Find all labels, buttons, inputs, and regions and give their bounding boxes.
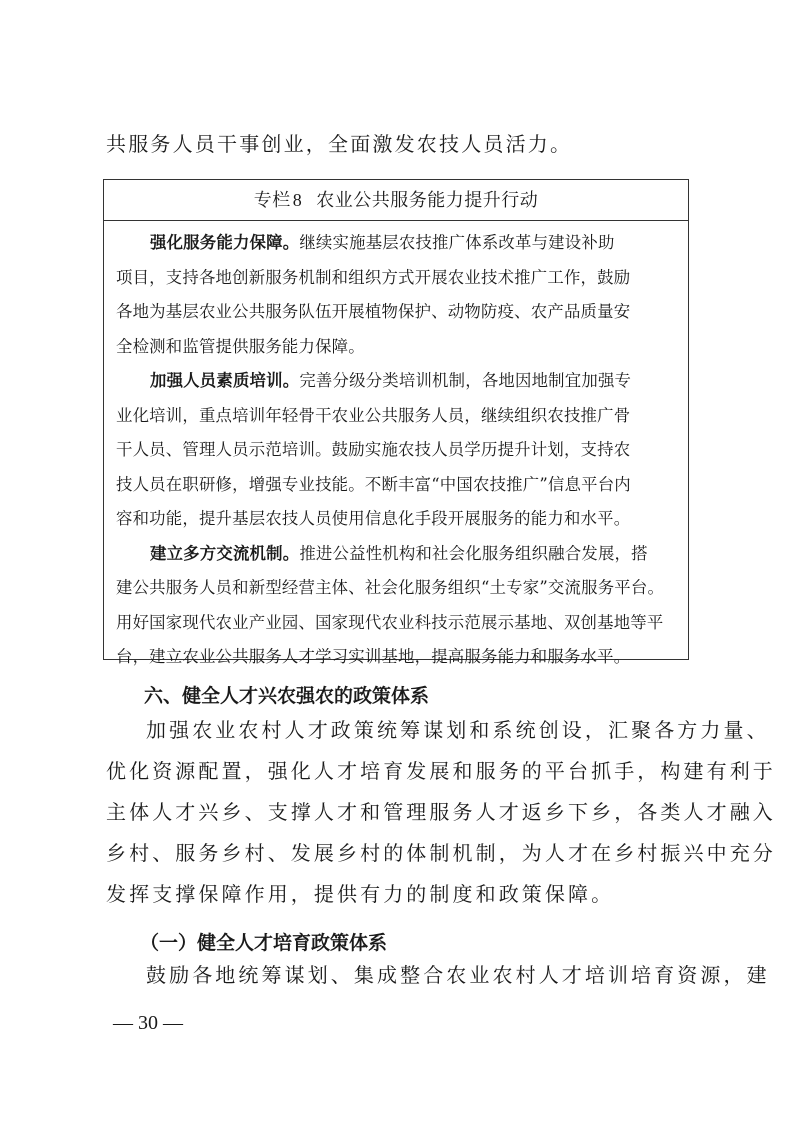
box-text-line: 技人员在职研修，增强专业技能。不断丰富“中国农技推广”信息平台内 [116,474,631,494]
body-paragraph [106,710,776,915]
box-text-line: 项目，支持各地创新服务机制和组织方式开展农业技术推广工作，鼓励 [116,267,631,287]
box-section-first-line [116,364,678,399]
box-section-heading: 建立多方交流机制。 [150,543,300,563]
box-text-line: 容和功能，提升基层农技人员使用信息化手段开展服务的能力和水平。 [116,509,631,528]
paragraph-line: 发挥支撑保障作用，提供有力的制度和政策保障。 [106,882,615,906]
column-label: 专栏 [253,190,291,211]
paragraph-line: 鼓励各地统筹谋划、集成整合农业农村人才培训培育资源，建 [146,963,770,987]
box-text-line: 各地为基层农业公共服务队伍开展植物保护、动物防疫、农产品质量安 [116,302,631,321]
page-number: — 30 — [113,1012,183,1034]
box-text-line: 完善分级分类培训机制，各地因地制宜加强专 [299,371,632,390]
box-text-line: 建公共服务人员和新型经营主体、社会化服务组织“土专家”交流服务平台。 [116,578,665,597]
box-text-line: 继续实施基层农技推广体系改革与建设补助 [299,233,615,252]
box-text-line: 用好国家现代农业产业园、国家现代农业科技示范展示基地、双创基地等平 [116,612,664,632]
paragraph-line: 加强农业农村人才政策统筹谋划和系统创设，汇聚各方力量、 [146,718,770,742]
column-box [103,179,689,666]
body-paragraph-continued [106,955,770,996]
box-section-heading: 加强人员素质培训。 [150,371,300,390]
box-text-line: 干人员、管理人员示范培训。鼓励实施农技人员学历提升计划，支持农 [116,440,631,459]
column-box-body [104,221,688,675]
box-section-first-line [116,537,678,572]
continued-text-line: 共服务人员干事创业，全面激发农技人员活力。 [106,132,573,156]
paragraph-line: 主体人才兴乡、支撑人才和管理服务人才返乡下乡，各类人才融入 [106,800,776,824]
paragraph-line: 优化资源配置，强化人才培育发展和服务的平台抓手，构建有利于 [106,759,776,783]
subsection-heading: （一）健全人才培育政策体系 [140,932,388,954]
box-text-line: 业化培训，重点培训年轻骨干农业公共服务人员，继续组织农技推广骨 [116,405,631,425]
box-section-heading: 强化服务能力保障。 [150,233,300,252]
box-text-line: 台，建立农业公共服务人才学习实训基地，提高服务能力和服务水平。 [116,647,631,666]
box-section-first-line [116,226,678,261]
column-box-title [104,180,688,221]
section-heading: 六、健全人才兴农强农的政策体系 [144,685,430,707]
column-title-text: 农业公共服务能力提升行动 [316,190,539,211]
column-number: 8 [292,190,303,210]
box-text-line: 全检测和监管提供服务能力保障。 [116,336,365,356]
paragraph-line: 乡村、服务乡村、发展乡村的体制机制，为人才在乡村振兴中充分 [106,841,776,865]
box-text-line: 推进公益性机构和社会化服务组织融合发展，搭 [299,543,648,563]
